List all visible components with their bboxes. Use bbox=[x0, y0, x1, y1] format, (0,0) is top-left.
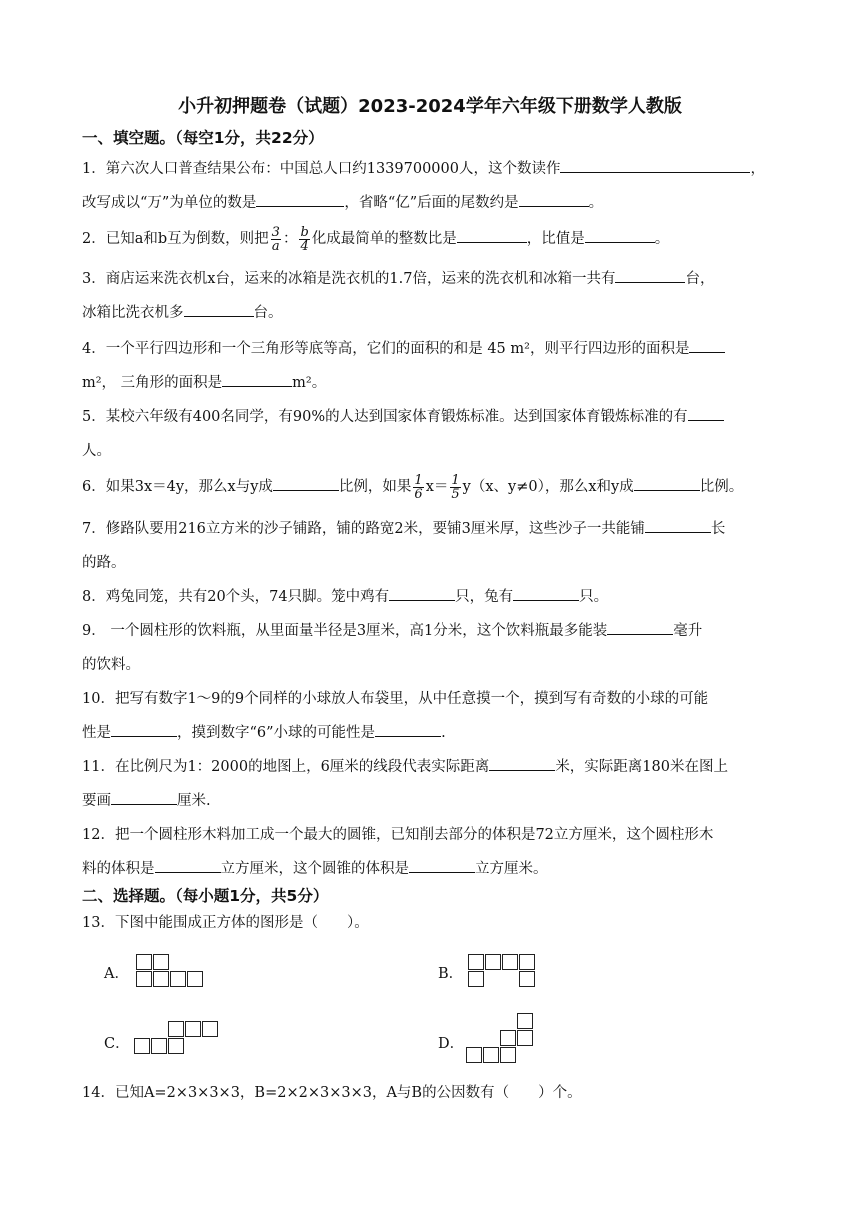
q3-text-4: 台。 bbox=[253, 305, 283, 321]
question-1 bbox=[82, 152, 782, 220]
denominator: 6 bbox=[414, 486, 423, 502]
q7-text-2: 长 bbox=[710, 521, 726, 537]
question-9 bbox=[82, 614, 782, 682]
answer-blank[interactable] bbox=[155, 858, 221, 874]
section-fill-heading: 一、填空题。（每空1分，共22分） bbox=[82, 129, 324, 147]
answer-blank[interactable] bbox=[645, 518, 711, 534]
q12-text-4: 立方厘米。 bbox=[475, 861, 548, 877]
numerator: 3 bbox=[271, 224, 280, 240]
q1-text-3: ，省略“亿”后面的尾数约是 bbox=[344, 195, 519, 211]
question-8 bbox=[82, 580, 782, 614]
option-a-label[interactable]: A． bbox=[104, 966, 129, 982]
denominator: a bbox=[271, 238, 280, 254]
question-14 bbox=[82, 1076, 782, 1110]
q11-text-2: 米，实际距离180米在图上 bbox=[555, 759, 728, 775]
section-choice-heading: 二、选择题。（每小题1分，共5分） bbox=[82, 887, 329, 905]
q5-text-2: 人。 bbox=[82, 443, 111, 459]
question-11 bbox=[82, 750, 782, 818]
q2-punct: 。 bbox=[654, 231, 670, 247]
q6-text-4: y（x、y≠0），那么x和y成 bbox=[462, 479, 634, 495]
question-12 bbox=[82, 818, 782, 886]
answer-blank[interactable] bbox=[634, 476, 700, 492]
question-4 bbox=[82, 332, 782, 400]
q3-text-3: 冰箱比洗衣机多 bbox=[82, 305, 184, 321]
q10-text-3: ，摸到数字“6”小球的可能性是 bbox=[177, 725, 376, 741]
answer-blank[interactable] bbox=[489, 756, 555, 772]
answer-blank[interactable] bbox=[688, 406, 724, 422]
question-5 bbox=[82, 400, 782, 468]
denominator: 4 bbox=[300, 238, 309, 254]
question-10 bbox=[82, 682, 782, 750]
fraction bbox=[299, 226, 309, 253]
q12-text-3: 立方厘米，这个圆锥的体积是 bbox=[220, 861, 409, 877]
q6-text-5: 比例。 bbox=[699, 479, 744, 495]
answer-blank[interactable] bbox=[409, 858, 475, 874]
q4-text-3: m²。 bbox=[292, 375, 327, 391]
q1-punct-end: 。 bbox=[588, 195, 604, 211]
answer-blank[interactable] bbox=[519, 192, 589, 208]
page-title: 小升初押题卷（试题）2023-2024学年六年级下册数学人教版 bbox=[178, 96, 682, 117]
q9-text-2: 毫升 bbox=[673, 623, 703, 639]
question-6 bbox=[82, 470, 782, 504]
q3-text-2: 台， bbox=[685, 271, 715, 287]
option-c-label[interactable]: C． bbox=[104, 1036, 130, 1052]
option-d-label[interactable]: D． bbox=[438, 1036, 465, 1052]
answer-blank[interactable] bbox=[273, 476, 339, 492]
q9-text: 9． 一个圆柱形的饮料瓶，从里面量半径是3厘米，高1分米，这个饮料瓶最多能装 bbox=[82, 623, 608, 639]
answer-blank[interactable] bbox=[513, 586, 579, 602]
question-7 bbox=[82, 512, 782, 580]
q9-text-3: 的饮料。 bbox=[82, 657, 140, 673]
q3-text: 3．商店运来洗衣机x台，运来的冰箱是洗衣机的1.7倍，运来的洗衣机和冰箱一共有 bbox=[82, 271, 616, 287]
answer-blank[interactable] bbox=[607, 620, 673, 636]
q12-text: 12．把一个圆柱形木料加工成一个最大的圆锥，已知削去部分的体积是72立方厘米，这个圆柱形木 bbox=[82, 827, 714, 843]
q1-punct: ， bbox=[750, 161, 765, 177]
q10-text-2: 性是 bbox=[82, 725, 111, 741]
q4-text: 4．一个平行四边形和一个三角形等底等高，它们的面积的和是 45 m²，则平行四边形的面积是 bbox=[82, 341, 690, 357]
answer-blank[interactable] bbox=[389, 586, 455, 602]
q4-text-2: m²， 三角形的面积是 bbox=[82, 375, 223, 391]
q7-text: 7．修路队要用216立方米的沙子铺路，铺的路宽2米，要铺3厘米厚，这些沙子一共能铺 bbox=[82, 521, 645, 537]
q6-text: 6．如果3x＝4y，那么x与y成 bbox=[82, 479, 273, 495]
q8-text-2: 只，兔有 bbox=[455, 589, 514, 605]
answer-blank[interactable] bbox=[222, 372, 292, 388]
denominator: 5 bbox=[451, 486, 460, 502]
q6-text-3: x＝ bbox=[425, 479, 449, 495]
q2-text-3: ，比值是 bbox=[526, 231, 585, 247]
q14-text: 14．已知A=2×3×3×3，B=2×2×3×3×3，A与B的公因数有（ ）个。 bbox=[82, 1085, 582, 1101]
ratio-sign: ： bbox=[282, 231, 298, 247]
numerator: 1 bbox=[451, 472, 460, 488]
fraction bbox=[450, 474, 460, 501]
fraction bbox=[271, 226, 281, 253]
q1-text: 1．第六次人口普查结果公布：中国总人口约1339700000人，这个数读作 bbox=[82, 161, 561, 177]
answer-blank[interactable] bbox=[256, 192, 344, 208]
answer-blank[interactable] bbox=[585, 228, 655, 244]
question-3 bbox=[82, 262, 782, 330]
q8-text-3: 只。 bbox=[579, 589, 609, 605]
answer-blank[interactable] bbox=[560, 158, 750, 174]
question-13 bbox=[82, 906, 782, 940]
fraction bbox=[413, 474, 423, 501]
answer-blank[interactable] bbox=[615, 268, 685, 284]
q1-text-2: 改写成以“万”为单位的数是 bbox=[82, 195, 257, 211]
numerator: 1 bbox=[414, 472, 423, 488]
q12-text-2: 料的体积是 bbox=[82, 861, 155, 877]
q11-text-4: 厘米. bbox=[177, 793, 211, 809]
q5-text: 5．某校六年级有400名同学，有90%的人达到国家体育锻炼标准。达到国家体育锻炼标准的有 bbox=[82, 409, 688, 425]
q10-punct: . bbox=[441, 725, 446, 741]
q8-text: 8．鸡兔同笼，共有20个头，74只脚。笼中鸡有 bbox=[82, 589, 390, 605]
question-2 bbox=[82, 222, 782, 256]
answer-blank[interactable] bbox=[375, 722, 441, 738]
q7-text-3: 的路。 bbox=[82, 555, 126, 571]
q11-text-3: 要画 bbox=[82, 793, 111, 809]
q2-text: 2．已知a和b互为倒数，则把 bbox=[82, 231, 269, 247]
answer-blank[interactable] bbox=[689, 338, 725, 354]
q2-text-2: 化成最简单的整数比是 bbox=[311, 231, 457, 247]
answer-blank[interactable] bbox=[111, 790, 177, 806]
q6-text-2: 比例，如果 bbox=[338, 479, 412, 495]
numerator: b bbox=[300, 224, 309, 240]
answer-blank[interactable] bbox=[457, 228, 527, 244]
q13-text: 13．下图中能围成正方体的图形是（ ）。 bbox=[82, 915, 369, 931]
option-b-label[interactable]: B． bbox=[438, 966, 464, 982]
answer-blank[interactable] bbox=[111, 722, 177, 738]
q10-text: 10．把写有数字1～9的9个同样的小球放人布袋里，从中任意摸一个，摸到写有奇数的小球的可能 bbox=[82, 691, 709, 707]
q11-text: 11．在比例尺为1：2000的地图上，6厘米的线段代表实际距离 bbox=[82, 759, 490, 775]
answer-blank[interactable] bbox=[184, 302, 254, 318]
